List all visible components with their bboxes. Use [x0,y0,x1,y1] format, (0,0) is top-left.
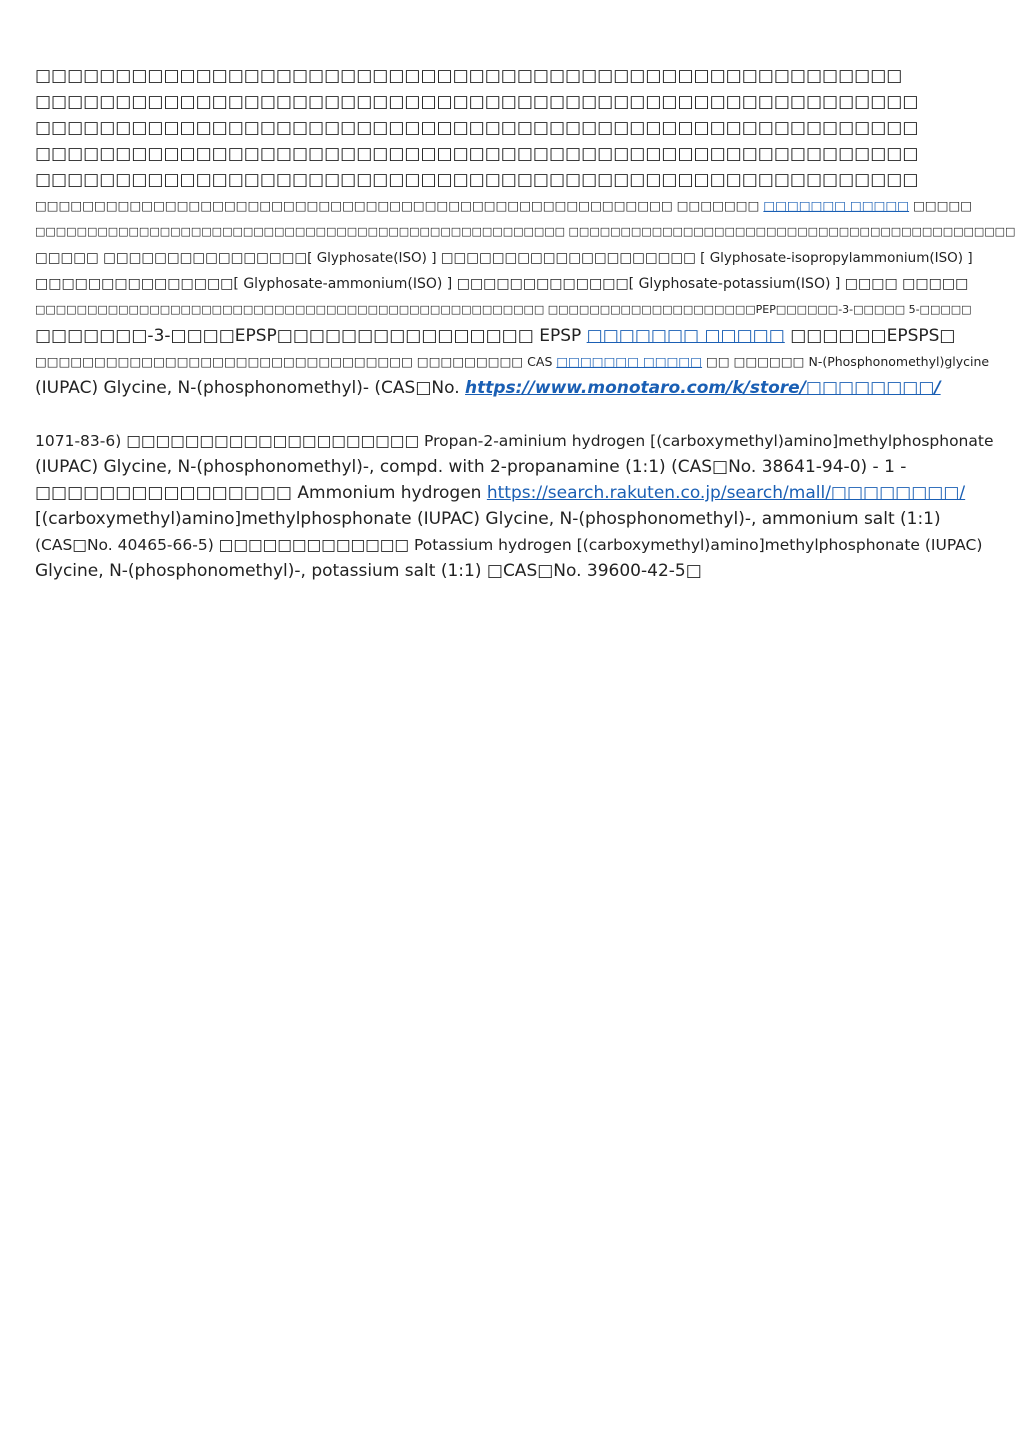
text-line: □□□□□□□□□□□□□□□□□□□□□□□□□□□□□□□□□□□□□□□□□□□□□□□□□□□ □□□□□□□□□□□□□□□□□□□□□□□□□□□□□□□□□□□□□□□□□□□ [35,225,1016,238]
text-run: □□□□□□EPSPS□ [784,326,956,346]
text-line [35,193,995,219]
body-paragraph-2 [35,428,995,584]
monotaro-link[interactable]: https://www.monotaro.com/k/store/□□□□□□□□/ [465,378,941,398]
text-line [35,323,995,349]
rakuten-link[interactable]: https://search.rakuten.co.jp/search/mall/□□□□□□□□/ [486,483,966,503]
inline-link[interactable]: □□□□□□□ □□□□□ [763,198,910,213]
text-line: □□□□□□□□□□□□□□□□□□□□□□□□□□□□□□□□□□□□□□□□□□□□□□□□□□□□□□ [35,66,903,86]
text-line: □□□□□□□□□□□□□□□□□□□□□□□□□□□□□□□□□□□□□□□□□□□□□□□□□□□□□□□ [35,92,919,112]
text-run: □□□□□□□□□□□□□□□□□□□□□□□□□□□□□□□□ □□□□□□□□□ CAS [35,354,557,369]
text-run: □□□□□□□-3-□□□□EPSP□□□□□□□□□□□□□□□□ EPSP [35,326,587,346]
text-line [35,375,995,401]
text-line: □□□□□□□□□□□□□□□[ Glyphosate-ammonium(ISO) ] □□□□□□□□□□□□□[ Glyphosate-potassium(ISO) ] □□□□ □□□□□ [35,276,969,292]
text-run: (IUPAC) Glycine, N-(phosphonomethyl)- (CAS□No. [35,378,466,398]
text-run: □□□□□□□□□□□□□□□□ Ammonium hydrogen [35,483,487,503]
text-line [35,349,995,375]
inline-link[interactable]: □□□□□□□ □□□□□ [586,326,785,346]
text-line: Glycine, N-(phosphonomethyl)-, potassium salt (1:1) □CAS□No. 39600-42-5□ [35,561,702,581]
text-line: 1071-83-6) □□□□□□□□□□□□□□□□□□□□ Propan-2-aminium hydrogen [(carboxymethyl)amino]methylphosphonate [35,432,994,450]
text-line: □□□□□□□□□□□□□□□□□□□□□□□□□□□□□□□□□□□□□□□□□□□□□□□□□□□□□□□ [35,144,919,164]
text-line: (CAS□No. 40465-66-5) □□□□□□□□□□□□□ Potassium hydrogen [(carboxymethyl)amino]methylphosphonate (IUPAC) [35,536,983,554]
inline-link[interactable]: □□□□□□□ □□□□□ [556,354,703,369]
text-line [35,480,995,506]
text-line: (IUPAC) Glycine, N-(phosphonomethyl)-, compd. with 2-propanamine (1:1) (CAS□No. 38641-94-0) - 1 - [35,457,907,477]
text-line: □□□□□ □□□□□□□□□□□□□□□□[ Glyphosate(ISO) ] □□□□□□□□□□□□□□□□□□□□ [ Glyphosate-isopropylammonium(ISO) ] [35,250,973,266]
text-run: □□□□□□□□□□□□□□□□□□□□□□□□□□□□□□□□□□□□□□□□□□□□□□□□□□□□□□ □□□□□□□ [35,198,764,213]
body-paragraph-1 [35,63,1016,401]
text-run: □□ □□□□□□ N-(Phosphonomethyl)glycine [702,354,990,369]
text-line: □□□□□□□□□□□□□□□□□□□□□□□□□□□□□□□□□□□□□□□□□□□□□□□□□□□□□□□ [35,170,919,190]
text-line: □□□□□□□□□□□□□□□□□□□□□□□□□□□□□□□□□□□□□□□□□□□□□□□□□ □□□□□□□□□□□□□□□□□□□□PEP□□□□□□-3-□□□□□ 5-□□□□□ [35,303,972,316]
text-line: □□□□□□□□□□□□□□□□□□□□□□□□□□□□□□□□□□□□□□□□□□□□□□□□□□□□□□□ [35,118,919,138]
text-line: [(carboxymethyl)amino]methylphosphonate (IUPAC) Glycine, N-(phosphonomethyl)-, ammonium salt (1:1) [35,509,941,529]
text-run: □□□□□ [909,198,973,213]
